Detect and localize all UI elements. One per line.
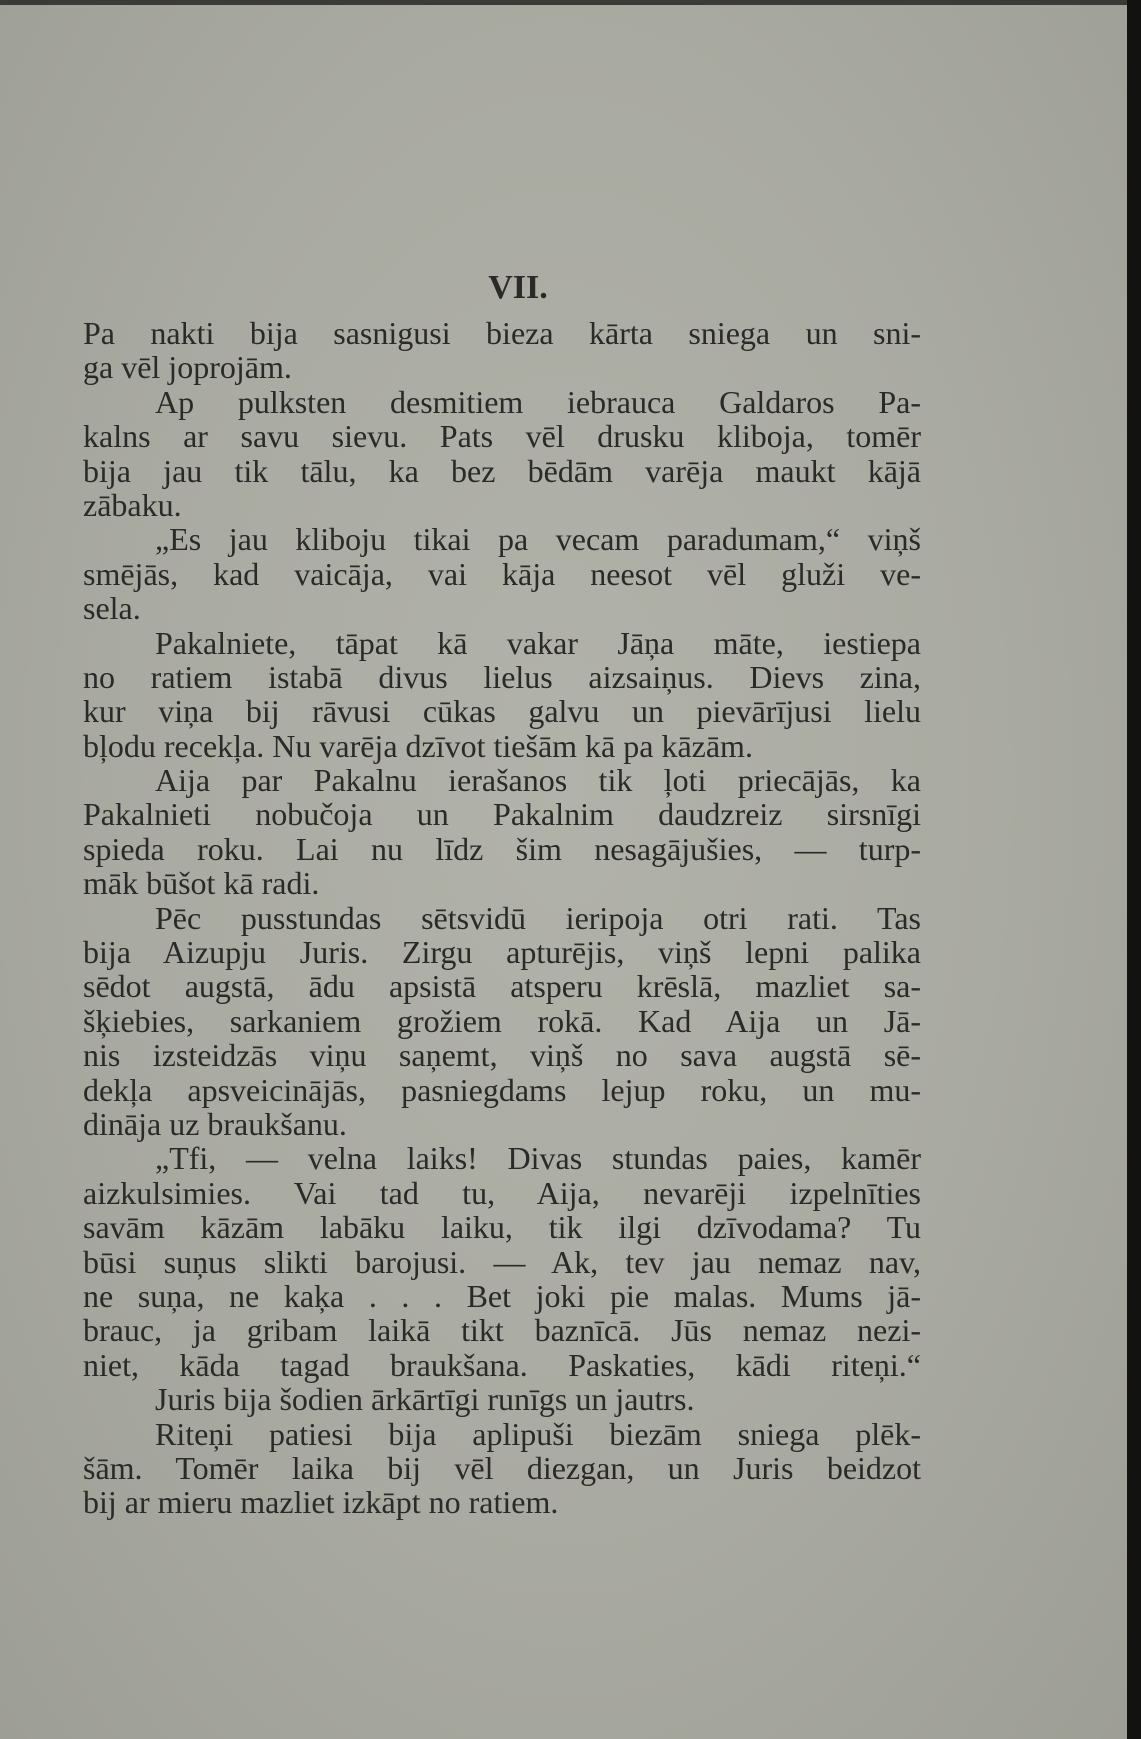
text-line: sēdot augstā, ādu apsistā atsperu krēslā, mazliet sa- (83, 968, 921, 1005)
chapter-body-text (83, 316, 921, 1520)
text-line: savām kāzām labāku laiku, tik ilgi dzīvodama? Tu (83, 1209, 921, 1246)
text-line: Pēc pusstundas sētsvidū ieripoja otri rati. Tas (155, 899, 921, 936)
text-line: šķiebies, sarkaniem grožiem rokā. Kad Aija un Jā- (83, 1002, 921, 1039)
text-line: Pa nakti bija sasnigusi bieza kārta sniega un sni- (83, 315, 921, 351)
text-line: Ap pulksten desmitiem iebrauca Galdaros Pa- (155, 383, 921, 420)
text-line: dekļa apsveicinājās, pasniegdams lejup roku, un mu- (83, 1071, 921, 1108)
text-line: „Es jau kliboju tikai pa vecam paradumam,“ viņš (155, 521, 921, 558)
text-line: spieda roku. Lai nu līdz šim nesagājušies, — turp- (83, 830, 921, 867)
text-line: bija Aizupju Juris. Zirgu apturējis, viņš lepni palika (83, 934, 921, 971)
text-line: ne suņa, ne kaķa . . . Bet joki pie malas. Mums jā- (83, 1277, 921, 1314)
text-line: aizkulsimies. Vai tad tu, Aija, nevarēji izpelnīties (83, 1174, 921, 1211)
text-line: māk būšot kā radi. (83, 865, 320, 902)
text-line: zābaku. (83, 486, 182, 523)
text-line: kur viņa bij rāvusi cūkas galvu un pievārījusi lielu (83, 693, 921, 730)
text-line: Juris bija šodien ārkārtīgi runīgs un jautrs. (155, 1381, 695, 1418)
chapter-heading: VII. (488, 269, 548, 306)
text-line: nis izsteidzās viņu saņemt, viņš no sava augstā sē- (83, 1037, 921, 1074)
text-line: Riteņi patiesi bija aplipuši biezām sniega plēk- (155, 1415, 921, 1452)
text-line: smējās, kad vaicāja, vai kāja neesot vēl gluži ve- (83, 555, 921, 592)
text-line: dināja uz braukšanu. (83, 1105, 347, 1142)
text-line: no ratiem istabā divus lielus aizsaiņus. Dievs zina, (83, 658, 921, 695)
text-line: ga vēl joprojām. (83, 349, 292, 386)
text-line: šām. Tomēr laika bij vēl diezgan, un Juris beidzot (83, 1449, 921, 1486)
page-right-edge (1127, 0, 1141, 1739)
text-line: Pakalnieti nobučoja un Pakalnim daudzreiz sirsnīgi (83, 796, 921, 833)
text-line: sela. (83, 590, 141, 627)
text-line: bļodu recekļa. Nu varēja dzīvot tiešām kā pa kāzām. (83, 727, 753, 764)
text-line: niet, kāda tagad braukšana. Paskaties, kādi riteņi.“ (83, 1346, 921, 1383)
page-top-edge (0, 0, 1127, 5)
text-line: Pakalniete, tāpat kā vakar Jāņa māte, iestiepa (155, 624, 921, 661)
text-line: brauc, ja gribam laikā tikt baznīcā. Jūs nemaz nezi- (83, 1312, 921, 1349)
text-line: kalns ar savu sievu. Pats vēl drusku kliboja, tomēr (83, 418, 921, 455)
text-line: Aija par Pakalnu ierašanos tik ļoti priecājās, ka (155, 762, 921, 799)
text-line: būsi suņus slikti barojusi. — Ak, tev jau nemaz nav, (83, 1243, 921, 1280)
text-line: „Tfi, — velna laiks! Divas stundas paies, kamēr (155, 1140, 921, 1177)
text-line: bij ar mieru mazliet izkāpt no ratiem. (83, 1484, 559, 1521)
text-line: bija jau tik tālu, ka bez bēdām varēja maukt kājā (83, 452, 921, 489)
